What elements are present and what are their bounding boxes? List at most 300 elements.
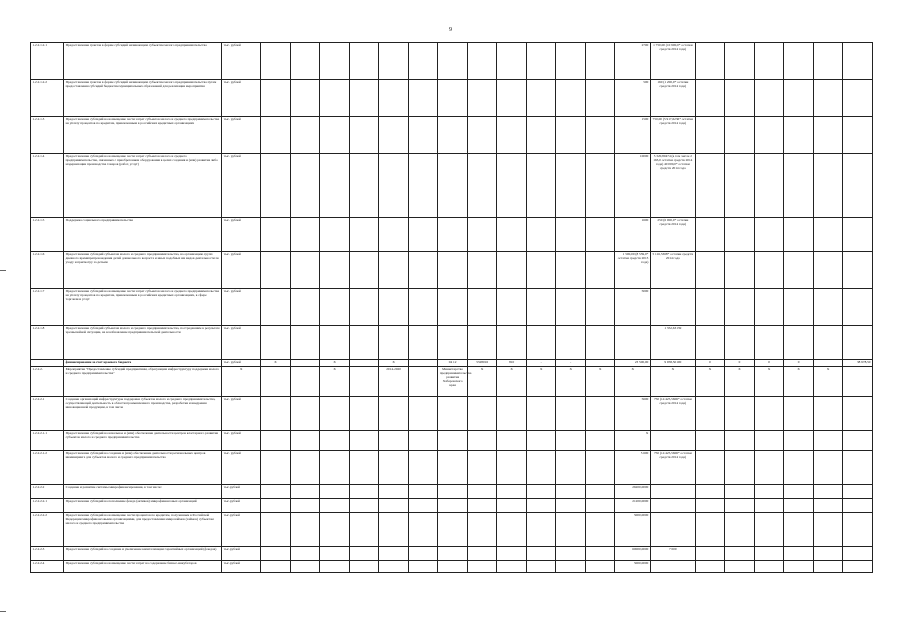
row-value-2: 750 (14 425,5606* остатки средств 2014 года) bbox=[650, 451, 695, 485]
empty-cell bbox=[408, 252, 438, 289]
empty-cell bbox=[497, 431, 527, 451]
responsible-executor: Министерство предпринимательства развития Хабаровского края bbox=[438, 367, 468, 397]
row-name: Предоставление субсидий на возмещение части затрат субъектов малого и среднего предпринимательства на уплату процентов по кредитам, привлеченным в российских кредитных организациях, в сфере торговли и услуг bbox=[64, 289, 222, 326]
row-unit: тыс.рублей bbox=[222, 485, 261, 499]
empty-cell bbox=[813, 547, 843, 561]
empty-cell bbox=[813, 451, 843, 485]
empty-cell bbox=[408, 360, 438, 367]
empty-cell bbox=[261, 513, 291, 547]
empty-cell bbox=[526, 561, 556, 573]
empty-cell bbox=[379, 218, 409, 252]
event-period: 2014-2020 bbox=[379, 367, 409, 397]
x-mark: X bbox=[615, 367, 650, 397]
empty-cell bbox=[843, 547, 873, 561]
empty-cell bbox=[290, 117, 320, 154]
row-number: 1.2.2.1.6 bbox=[31, 252, 64, 289]
empty-cell bbox=[320, 218, 350, 252]
empty-cell bbox=[497, 513, 527, 547]
empty-cell bbox=[526, 499, 556, 513]
empty-cell bbox=[379, 561, 409, 573]
empty-cell bbox=[438, 431, 468, 451]
empty-cell bbox=[261, 451, 291, 485]
empty-cell bbox=[497, 451, 527, 485]
finance-label: финансирование за счет краевого бюджета bbox=[64, 360, 222, 367]
empty-cell bbox=[843, 326, 873, 360]
zero-value: 0 bbox=[725, 360, 755, 367]
row-value-2: 5 320,80474 (в том числе 2 163,0 остатки средств 2014 года) 40 000,0* остатки средств 2014 года bbox=[650, 154, 695, 218]
empty-cell bbox=[467, 218, 497, 252]
empty-cell bbox=[784, 547, 814, 561]
row-name: Предоставление субсидий субъектам малого и среднего предпринимательства, на организацию групп дневного времяпрепровождения детей дошкольного возраста и иных подобных им видов деятельности по уходу и присмотру за детьми bbox=[64, 252, 222, 289]
empty-cell bbox=[379, 397, 409, 431]
dash: - bbox=[526, 360, 556, 367]
empty-cell bbox=[843, 252, 873, 289]
empty-cell bbox=[379, 513, 409, 547]
empty-cell bbox=[467, 43, 497, 80]
empty-cell bbox=[467, 397, 497, 431]
row-value-2 bbox=[650, 513, 695, 547]
row-unit: тыс. рублей bbox=[222, 397, 261, 431]
empty-cell bbox=[725, 451, 755, 485]
empty-cell bbox=[261, 289, 291, 326]
empty-cell bbox=[556, 499, 586, 513]
empty-cell bbox=[261, 43, 291, 80]
row-name: Предоставление субсидий на пополнение фонда (активов) микрофинансовых организаций bbox=[64, 499, 222, 513]
empty-cell bbox=[379, 80, 409, 117]
row-name: Предоставление субсидий на возмещение части затрат субъектов малого и среднего предпринимательства, связанных с приобретением оборудования в целях создания и (или) развития либо модернизации производства товаров (работ, услуг) bbox=[64, 154, 222, 218]
empty-cell bbox=[784, 252, 814, 289]
empty-cell bbox=[408, 499, 438, 513]
table-row bbox=[31, 513, 873, 547]
empty-cell bbox=[754, 513, 784, 547]
budget-code: 810 bbox=[497, 360, 527, 367]
row-name: Предоставление грантов в форме субсидий начинающим субъектам малого предпринимательства путем предоставления субсидий бюджетам муниципальных образований для реализации мероприятия bbox=[64, 80, 222, 117]
empty-cell bbox=[379, 326, 409, 360]
empty-cell bbox=[526, 547, 556, 561]
empty-cell bbox=[320, 154, 350, 218]
empty-cell bbox=[585, 80, 615, 117]
empty-cell bbox=[813, 289, 843, 326]
empty-cell bbox=[320, 289, 350, 326]
row-unit: тыс. рублей bbox=[222, 154, 261, 218]
row-value-2 bbox=[650, 561, 695, 573]
table-row bbox=[31, 326, 873, 360]
empty-cell bbox=[843, 397, 873, 431]
row-name: Предоставление субсидий на создание и увеличение капитализации гарантийных организаций (фондов) bbox=[64, 547, 222, 561]
empty-cell bbox=[349, 289, 379, 326]
empty-cell bbox=[754, 43, 784, 80]
empty-cell bbox=[556, 547, 586, 561]
empty-cell bbox=[290, 561, 320, 573]
empty-cell bbox=[813, 326, 843, 360]
empty-cell bbox=[754, 547, 784, 561]
empty-cell bbox=[467, 485, 497, 499]
empty-cell bbox=[556, 252, 586, 289]
empty-cell bbox=[813, 117, 843, 154]
empty-cell bbox=[349, 431, 379, 451]
empty-cell bbox=[526, 431, 556, 451]
empty-cell bbox=[467, 547, 497, 561]
empty-cell bbox=[467, 117, 497, 154]
empty-cell bbox=[349, 367, 379, 397]
empty-cell bbox=[526, 117, 556, 154]
empty-cell bbox=[290, 360, 320, 367]
empty-cell bbox=[526, 451, 556, 485]
empty-cell bbox=[585, 326, 615, 360]
table-row bbox=[31, 499, 873, 513]
empty-cell bbox=[695, 561, 725, 573]
row-value-1: 500 bbox=[615, 80, 650, 117]
empty-cell bbox=[695, 80, 725, 117]
empty-cell bbox=[261, 252, 291, 289]
empty-cell bbox=[438, 499, 468, 513]
empty-cell bbox=[290, 80, 320, 117]
empty-cell bbox=[497, 547, 527, 561]
table-row bbox=[31, 547, 873, 561]
empty-cell bbox=[754, 252, 784, 289]
x-mark: X bbox=[813, 367, 843, 397]
empty-cell bbox=[526, 397, 556, 431]
row-name: Предоставление грантов в форме субсидий начинающим субъектам малого предпринимательства bbox=[64, 43, 222, 80]
row-value-2: 750 (14 425,5606* остатки средств 2014 года) bbox=[650, 397, 695, 431]
empty-cell bbox=[408, 43, 438, 80]
row-name: Создание организаций инфраструктуры поддержки субъектов малого и среднего предпринимательства, осуществляющей деятельность в области промышленного производства, разработки и внедрения инновационной продукции, в том числе bbox=[64, 397, 222, 431]
empty-cell bbox=[585, 499, 615, 513]
empty-cell bbox=[725, 485, 755, 499]
empty-cell bbox=[349, 80, 379, 117]
row-unit: тыс. рублей bbox=[222, 117, 261, 154]
row-unit: тыс. рублей bbox=[222, 326, 261, 360]
empty-cell bbox=[784, 117, 814, 154]
empty-cell bbox=[695, 547, 725, 561]
empty-cell bbox=[467, 561, 497, 573]
row-number: 1.2.2.1.7 bbox=[31, 289, 64, 326]
row-value-2: 750,00 (5 917,6236* остатки средств 2014 года) bbox=[650, 117, 695, 154]
row-value-2: 5 116,5368* остатки средств 2014 года bbox=[650, 252, 695, 289]
empty-cell bbox=[526, 154, 556, 218]
empty-cell bbox=[843, 513, 873, 547]
empty-cell bbox=[585, 154, 615, 218]
empty-cell bbox=[754, 485, 784, 499]
empty-cell bbox=[408, 397, 438, 431]
empty-cell bbox=[497, 397, 527, 431]
empty-cell bbox=[290, 43, 320, 80]
scan-edge-mark bbox=[0, 270, 6, 271]
row-unit: тыс.рублей bbox=[222, 561, 261, 573]
empty-cell bbox=[408, 289, 438, 326]
finance-row bbox=[31, 360, 873, 367]
row-value-2 bbox=[650, 485, 695, 499]
row-unit: тыс. рублей bbox=[222, 43, 261, 80]
row-value-1: 1500 bbox=[615, 117, 650, 154]
empty-cell bbox=[695, 397, 725, 431]
empty-cell bbox=[784, 154, 814, 218]
row-number: 1.2.2.1.2.1 bbox=[31, 43, 64, 80]
empty-cell bbox=[349, 43, 379, 80]
empty-cell bbox=[784, 561, 814, 573]
row-name: Поддержка социального предпринимательства bbox=[64, 218, 222, 252]
empty-cell bbox=[408, 513, 438, 547]
table-row bbox=[31, 451, 873, 485]
empty-cell bbox=[754, 561, 784, 573]
empty-cell bbox=[526, 513, 556, 547]
row-value-2: 1 352,63139 bbox=[650, 326, 695, 360]
empty-cell bbox=[585, 431, 615, 451]
x-mark: X bbox=[261, 360, 291, 367]
empty-cell bbox=[813, 561, 843, 573]
empty-cell bbox=[585, 218, 615, 252]
empty-cell bbox=[379, 431, 409, 451]
empty-cell bbox=[754, 154, 784, 218]
empty-cell bbox=[31, 360, 64, 367]
empty-cell bbox=[556, 154, 586, 218]
empty-cell bbox=[695, 154, 725, 218]
table-row bbox=[31, 252, 873, 289]
empty-cell bbox=[261, 117, 291, 154]
empty-cell bbox=[695, 499, 725, 513]
row-number: 1.2.2.2. bbox=[31, 367, 64, 397]
empty-cell bbox=[695, 289, 725, 326]
empty-cell bbox=[261, 326, 291, 360]
empty-cell bbox=[320, 43, 350, 80]
empty-cell bbox=[320, 547, 350, 561]
empty-cell bbox=[754, 451, 784, 485]
empty-cell bbox=[843, 431, 873, 451]
row-number: 1.2.2.2.1 bbox=[31, 397, 64, 431]
row-name: Предоставление субсидий на начальное и (или) обеспечение деятельности центров кластерного развития субъектов малого и среднего предпринимательства bbox=[64, 431, 222, 451]
empty-cell bbox=[261, 80, 291, 117]
row-value-2: 160 (1 200,0* остатки средств 2014 года) bbox=[650, 80, 695, 117]
empty-cell bbox=[408, 547, 438, 561]
empty-cell bbox=[349, 451, 379, 485]
x-mark: X bbox=[222, 367, 261, 397]
empty-cell bbox=[556, 289, 586, 326]
empty-cell bbox=[784, 43, 814, 80]
empty-cell bbox=[438, 561, 468, 573]
empty-cell bbox=[497, 154, 527, 218]
empty-cell bbox=[843, 80, 873, 117]
empty-cell bbox=[585, 397, 615, 431]
main-event-row bbox=[31, 367, 873, 397]
row-number: 1.2.2.1.4 bbox=[31, 154, 64, 218]
empty-cell bbox=[725, 431, 755, 451]
empty-cell bbox=[725, 80, 755, 117]
table-row bbox=[31, 218, 873, 252]
empty-cell bbox=[695, 485, 725, 499]
empty-cell bbox=[725, 117, 755, 154]
table-row bbox=[31, 397, 873, 431]
empty-cell bbox=[320, 252, 350, 289]
empty-cell bbox=[497, 218, 527, 252]
empty-cell bbox=[467, 252, 497, 289]
row-unit: тыс. рублей bbox=[222, 218, 261, 252]
empty-cell bbox=[349, 218, 379, 252]
empty-cell bbox=[784, 513, 814, 547]
empty-cell bbox=[754, 289, 784, 326]
row-unit: тыс.рублей bbox=[222, 499, 261, 513]
empty-cell bbox=[349, 252, 379, 289]
empty-cell bbox=[290, 397, 320, 431]
empty-cell bbox=[290, 367, 320, 397]
row-value-2 bbox=[650, 431, 695, 451]
empty-cell bbox=[526, 289, 556, 326]
empty-cell bbox=[438, 43, 468, 80]
empty-cell bbox=[349, 547, 379, 561]
empty-cell bbox=[290, 289, 320, 326]
empty-cell bbox=[379, 485, 409, 499]
empty-cell bbox=[349, 117, 379, 154]
row-value-1: 5000,0000 bbox=[615, 513, 650, 547]
row-value-2 bbox=[650, 289, 695, 326]
empty-cell bbox=[408, 561, 438, 573]
empty-cell bbox=[725, 499, 755, 513]
row-value-1: 10000 bbox=[615, 154, 650, 218]
scan-edge-mark bbox=[0, 611, 6, 612]
empty-cell bbox=[467, 326, 497, 360]
row-value-1: 1 500,00 (8 539,0* остатки средств 2013 года) bbox=[615, 252, 650, 289]
empty-cell bbox=[526, 80, 556, 117]
row-value-1: 5000,0000 bbox=[615, 561, 650, 573]
empty-cell bbox=[408, 367, 438, 397]
empty-cell bbox=[585, 561, 615, 573]
x-mark: X bbox=[320, 367, 350, 397]
empty-cell bbox=[585, 485, 615, 499]
row-value-1: 2700 bbox=[615, 43, 650, 80]
empty-cell bbox=[349, 561, 379, 573]
empty-cell bbox=[438, 513, 468, 547]
empty-cell bbox=[556, 397, 586, 431]
empty-cell bbox=[843, 485, 873, 499]
empty-cell bbox=[349, 360, 379, 367]
empty-cell bbox=[438, 252, 468, 289]
finance-total: 38 978,50 bbox=[843, 360, 873, 367]
empty-cell bbox=[754, 117, 784, 154]
empty-cell bbox=[349, 499, 379, 513]
row-value-1: 26200,0000 bbox=[615, 485, 650, 499]
empty-cell bbox=[261, 218, 291, 252]
empty-cell bbox=[556, 485, 586, 499]
x-mark: X bbox=[725, 367, 755, 397]
row-name: Предоставление субсидий на возмещение части затрат субъектов малого и среднего предпринимательства на уплату процентов по кредитам, привлеченным в российских кредитных организациях bbox=[64, 117, 222, 154]
budget-code: 5328016 bbox=[467, 360, 497, 367]
empty-cell bbox=[725, 154, 755, 218]
row-name: Предоставление субсидий на возмещение части процентов по кредитам, полученным в Российской Федерации микрофинансовыми организациями, для предоставления микрозаймов (займов) субъектам малого и среднего предпринимательства bbox=[64, 513, 222, 547]
empty-cell bbox=[784, 218, 814, 252]
x-mark: X bbox=[320, 360, 350, 367]
x-mark: X bbox=[754, 367, 784, 397]
empty-cell bbox=[585, 252, 615, 289]
empty-cell bbox=[379, 451, 409, 485]
x-mark: X bbox=[695, 367, 725, 397]
empty-cell bbox=[497, 499, 527, 513]
row-unit: тыс. рублей bbox=[222, 431, 261, 451]
empty-cell bbox=[526, 485, 556, 499]
empty-cell bbox=[843, 289, 873, 326]
empty-cell bbox=[843, 499, 873, 513]
empty-cell bbox=[320, 326, 350, 360]
table-row bbox=[31, 43, 873, 80]
row-number: 1.2.2.2.2.1 bbox=[31, 499, 64, 513]
empty-cell bbox=[349, 397, 379, 431]
empty-cell bbox=[813, 252, 843, 289]
empty-cell bbox=[784, 451, 814, 485]
zero-value: 0 bbox=[784, 360, 814, 367]
empty-cell bbox=[695, 451, 725, 485]
empty-cell bbox=[320, 561, 350, 573]
empty-cell bbox=[843, 218, 873, 252]
empty-cell bbox=[813, 360, 843, 367]
empty-cell bbox=[497, 326, 527, 360]
empty-cell bbox=[585, 289, 615, 326]
empty-cell bbox=[754, 397, 784, 431]
empty-cell bbox=[556, 80, 586, 117]
row-value-2 bbox=[650, 499, 695, 513]
empty-cell bbox=[754, 431, 784, 451]
empty-cell bbox=[320, 485, 350, 499]
row-value-1: 60000,0000 bbox=[615, 547, 650, 561]
row-number: 1.2.2.1.5 bbox=[31, 218, 64, 252]
empty-cell bbox=[408, 431, 438, 451]
empty-cell bbox=[784, 80, 814, 117]
empty-cell bbox=[695, 326, 725, 360]
row-unit: тыс.рублей bbox=[222, 547, 261, 561]
empty-cell bbox=[526, 43, 556, 80]
empty-cell bbox=[497, 561, 527, 573]
row-number: 1.2.2.2.1.2 bbox=[31, 451, 64, 485]
row-number: 1.2.2.2.3 bbox=[31, 547, 64, 561]
empty-cell bbox=[290, 154, 320, 218]
empty-cell bbox=[438, 80, 468, 117]
empty-cell bbox=[438, 451, 468, 485]
row-number: 1.2.2.2.2 bbox=[31, 485, 64, 499]
empty-cell bbox=[725, 397, 755, 431]
budget-code: 04 12 bbox=[438, 360, 468, 367]
empty-cell bbox=[526, 252, 556, 289]
empty-cell bbox=[320, 513, 350, 547]
empty-cell bbox=[467, 431, 497, 451]
empty-cell bbox=[290, 252, 320, 289]
table-row bbox=[31, 117, 873, 154]
empty-cell bbox=[556, 513, 586, 547]
empty-cell bbox=[290, 218, 320, 252]
empty-cell bbox=[290, 513, 320, 547]
empty-cell bbox=[725, 43, 755, 80]
row-value-2: 1 750,00 (10 900,0* остатки средств 2014 года) bbox=[650, 43, 695, 80]
zero-value: 0 bbox=[695, 360, 725, 367]
empty-cell bbox=[290, 485, 320, 499]
empty-cell bbox=[408, 485, 438, 499]
x-mark: X bbox=[585, 367, 615, 397]
empty-cell bbox=[467, 499, 497, 513]
empty-cell bbox=[725, 547, 755, 561]
empty-cell bbox=[261, 367, 291, 397]
empty-cell bbox=[813, 499, 843, 513]
empty-cell bbox=[843, 451, 873, 485]
empty-cell bbox=[754, 326, 784, 360]
empty-cell bbox=[290, 451, 320, 485]
empty-cell bbox=[556, 326, 586, 360]
row-value-2: 7 000 bbox=[650, 547, 695, 561]
empty-cell bbox=[349, 485, 379, 499]
row-number: 1.2.2.1.2.2 bbox=[31, 80, 64, 117]
empty-cell bbox=[438, 218, 468, 252]
row-value-2: 250 (6 000,0* остатки средств 2014 года) bbox=[650, 218, 695, 252]
empty-cell bbox=[725, 289, 755, 326]
row-number: 1.2.2.1.3 bbox=[31, 117, 64, 154]
empty-cell bbox=[556, 431, 586, 451]
empty-cell bbox=[695, 117, 725, 154]
empty-cell bbox=[725, 218, 755, 252]
